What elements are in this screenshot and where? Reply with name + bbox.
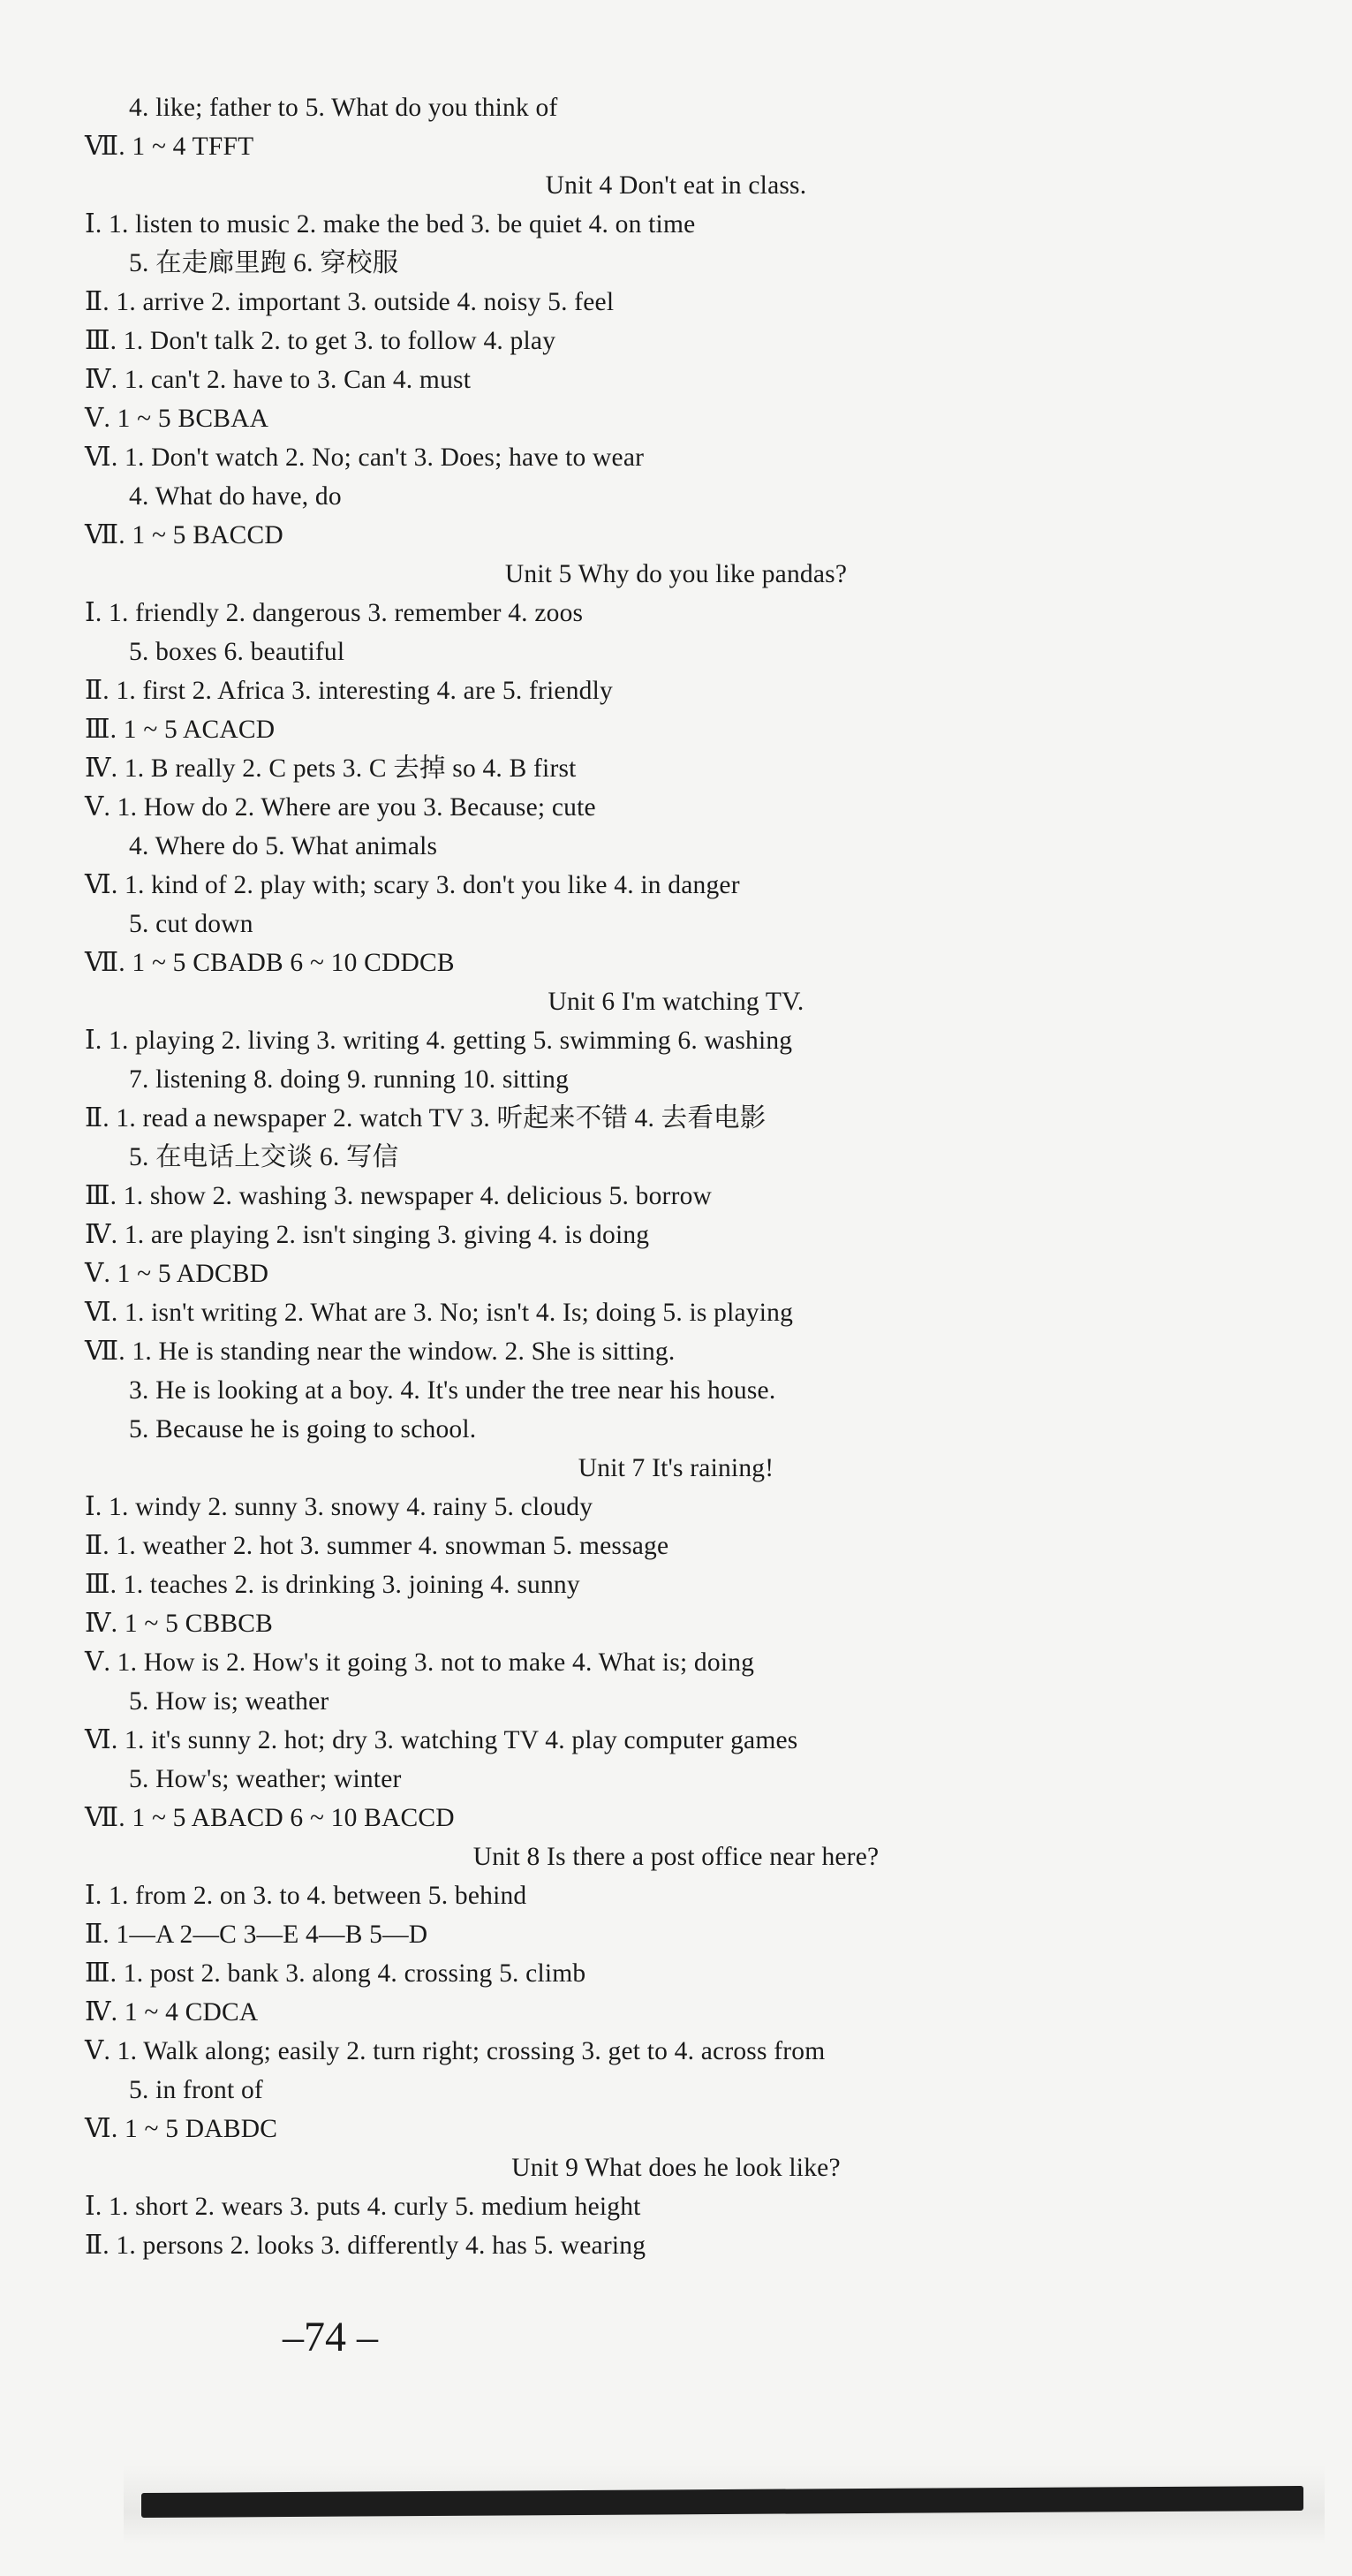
answer-line: 5. cut down xyxy=(129,910,253,938)
page-number: –74 – xyxy=(283,2314,378,2360)
answer-line: Ⅱ. 1—A 2—C 3—E 4—B 5—D xyxy=(85,1921,428,1949)
answer-line: Ⅰ. 1. playing 2. living 3. writing 4. getting 5. swimming 6. washing xyxy=(85,1027,793,1055)
answer-line: Ⅵ. 1. Don't watch 2. No; can't 3. Does; have to wear xyxy=(85,443,645,472)
answer-line: 4. Where do 5. What animals xyxy=(129,832,438,860)
answer-line: 4. What do have, do xyxy=(129,482,342,511)
answer-line: Ⅳ. 1. B really 2. C pets 3. C 去掉 so 4. B first xyxy=(85,754,577,783)
answer-line: Ⅲ. 1. teaches 2. is drinking 3. joining 4. sunny xyxy=(85,1571,580,1599)
answer-line: Ⅳ. 1. are playing 2. isn't singing 3. giving 4. is doing xyxy=(85,1221,650,1249)
answer-line: Ⅵ. 1 ~ 5 DABDC xyxy=(85,2115,278,2143)
unit-heading: Unit 8 Is there a post office near here? xyxy=(472,1843,880,1871)
answer-line: Ⅰ. 1. from 2. on 3. to 4. between 5. behind xyxy=(85,1882,527,1910)
answer-line: Ⅱ. 1. persons 2. looks 3. differently 4. has 5. wearing xyxy=(85,2231,646,2260)
answer-line: Ⅲ. 1. post 2. bank 3. along 4. crossing 5. climb xyxy=(85,1959,586,1988)
answer-line: 3. He is looking at a boy. 4. It's under the tree near his house. xyxy=(129,1376,776,1405)
answer-line: Ⅵ. 1. isn't writing 2. What are 3. No; isn't 4. Is; doing 5. is playing xyxy=(85,1299,794,1327)
answer-line: Ⅴ. 1. How do 2. Where are you 3. Because; cute xyxy=(85,793,596,822)
answer-line: Ⅲ. 1 ~ 5 ACACD xyxy=(85,716,276,744)
answer-line: 5. 在走廊里跑 6. 穿校服 xyxy=(129,249,399,277)
answer-line: Ⅱ. 1. weather 2. hot 3. summer 4. snowman 5. message xyxy=(85,1532,669,1560)
answer-line: Ⅰ. 1. friendly 2. dangerous 3. remember 4. zoos xyxy=(85,599,584,627)
answer-line: 4. like; father to 5. What do you think of xyxy=(129,94,558,122)
answer-line: Ⅴ. 1 ~ 5 ADCBD xyxy=(85,1260,269,1288)
answer-line: 5. boxes 6. beautiful xyxy=(129,638,345,666)
answer-line: Ⅰ. 1. listen to music 2. make the bed 3. be quiet 4. on time xyxy=(85,210,696,239)
answer-line: 7. listening 8. doing 9. running 10. sitting xyxy=(129,1065,570,1094)
answer-line: Ⅱ. 1. read a newspaper 2. watch TV 3. 听起来不错 4. 去看电影 xyxy=(85,1104,767,1133)
answer-line: Ⅲ. 1. Don't talk 2. to get 3. to follow 4. play xyxy=(85,327,556,355)
answer-line: Ⅶ. 1 ~ 5 ABACD 6 ~ 10 BACCD xyxy=(85,1804,455,1832)
answer-line: Ⅱ. 1. first 2. Africa 3. interesting 4. are 5. friendly xyxy=(85,677,613,705)
answer-line: Ⅴ. 1. Walk along; easily 2. turn right; crossing 3. get to 4. across from xyxy=(85,2037,826,2065)
answer-line: Ⅶ. 1. He is standing near the window. 2. She is sitting. xyxy=(85,1337,676,1366)
answer-line: Ⅰ. 1. windy 2. sunny 3. snowy 4. rainy 5. cloudy xyxy=(85,1493,593,1521)
answer-line: Ⅵ. 1. it's sunny 2. hot; dry 3. watching TV 4. play computer games xyxy=(85,1726,798,1754)
answer-line: Ⅵ. 1. kind of 2. play with; scary 3. don't you like 4. in danger xyxy=(85,871,740,899)
unit-heading: Unit 7 It's raining! xyxy=(578,1454,774,1482)
answer-line: Ⅳ. 1 ~ 5 CBBCB xyxy=(85,1610,273,1638)
answer-line: Ⅳ. 1 ~ 4 CDCA xyxy=(85,1998,259,2027)
unit-heading: Unit 9 What does he look like? xyxy=(511,2154,841,2182)
answer-line: 5. How is; weather xyxy=(129,1687,329,1716)
answer-line: Ⅰ. 1. short 2. wears 3. puts 4. curly 5. medium height xyxy=(85,2193,641,2221)
answer-line: Ⅶ. 1 ~ 4 TFFT xyxy=(85,133,254,161)
answer-line: Ⅳ. 1. can't 2. have to 3. Can 4. must xyxy=(85,366,472,394)
answer-line: 5. in front of xyxy=(129,2076,263,2104)
answer-line: Ⅴ. 1 ~ 5 BCBAA xyxy=(85,405,269,433)
unit-heading: Unit 6 I'm watching TV. xyxy=(548,988,804,1016)
answer-line: 5. 在电话上交谈 6. 写信 xyxy=(129,1143,399,1171)
answer-line: 5. Because he is going to school. xyxy=(129,1415,477,1443)
answer-line: Ⅱ. 1. arrive 2. important 3. outside 4. noisy 5. feel xyxy=(85,288,615,316)
answer-line: Ⅶ. 1 ~ 5 CBADB 6 ~ 10 CDDCB xyxy=(85,949,455,977)
answer-line: Ⅲ. 1. show 2. washing 3. newspaper 4. delicious 5. borrow xyxy=(85,1182,713,1210)
unit-heading: Unit 5 Why do you like pandas? xyxy=(504,560,848,588)
answer-line: Ⅴ. 1. How is 2. How's it going 3. not to make 4. What is; doing xyxy=(85,1648,755,1677)
answer-line: Ⅶ. 1 ~ 5 BACCD xyxy=(85,521,283,549)
unit-heading: Unit 4 Don't eat in class. xyxy=(545,171,807,200)
answer-line: 5. How's; weather; winter xyxy=(129,1765,402,1793)
